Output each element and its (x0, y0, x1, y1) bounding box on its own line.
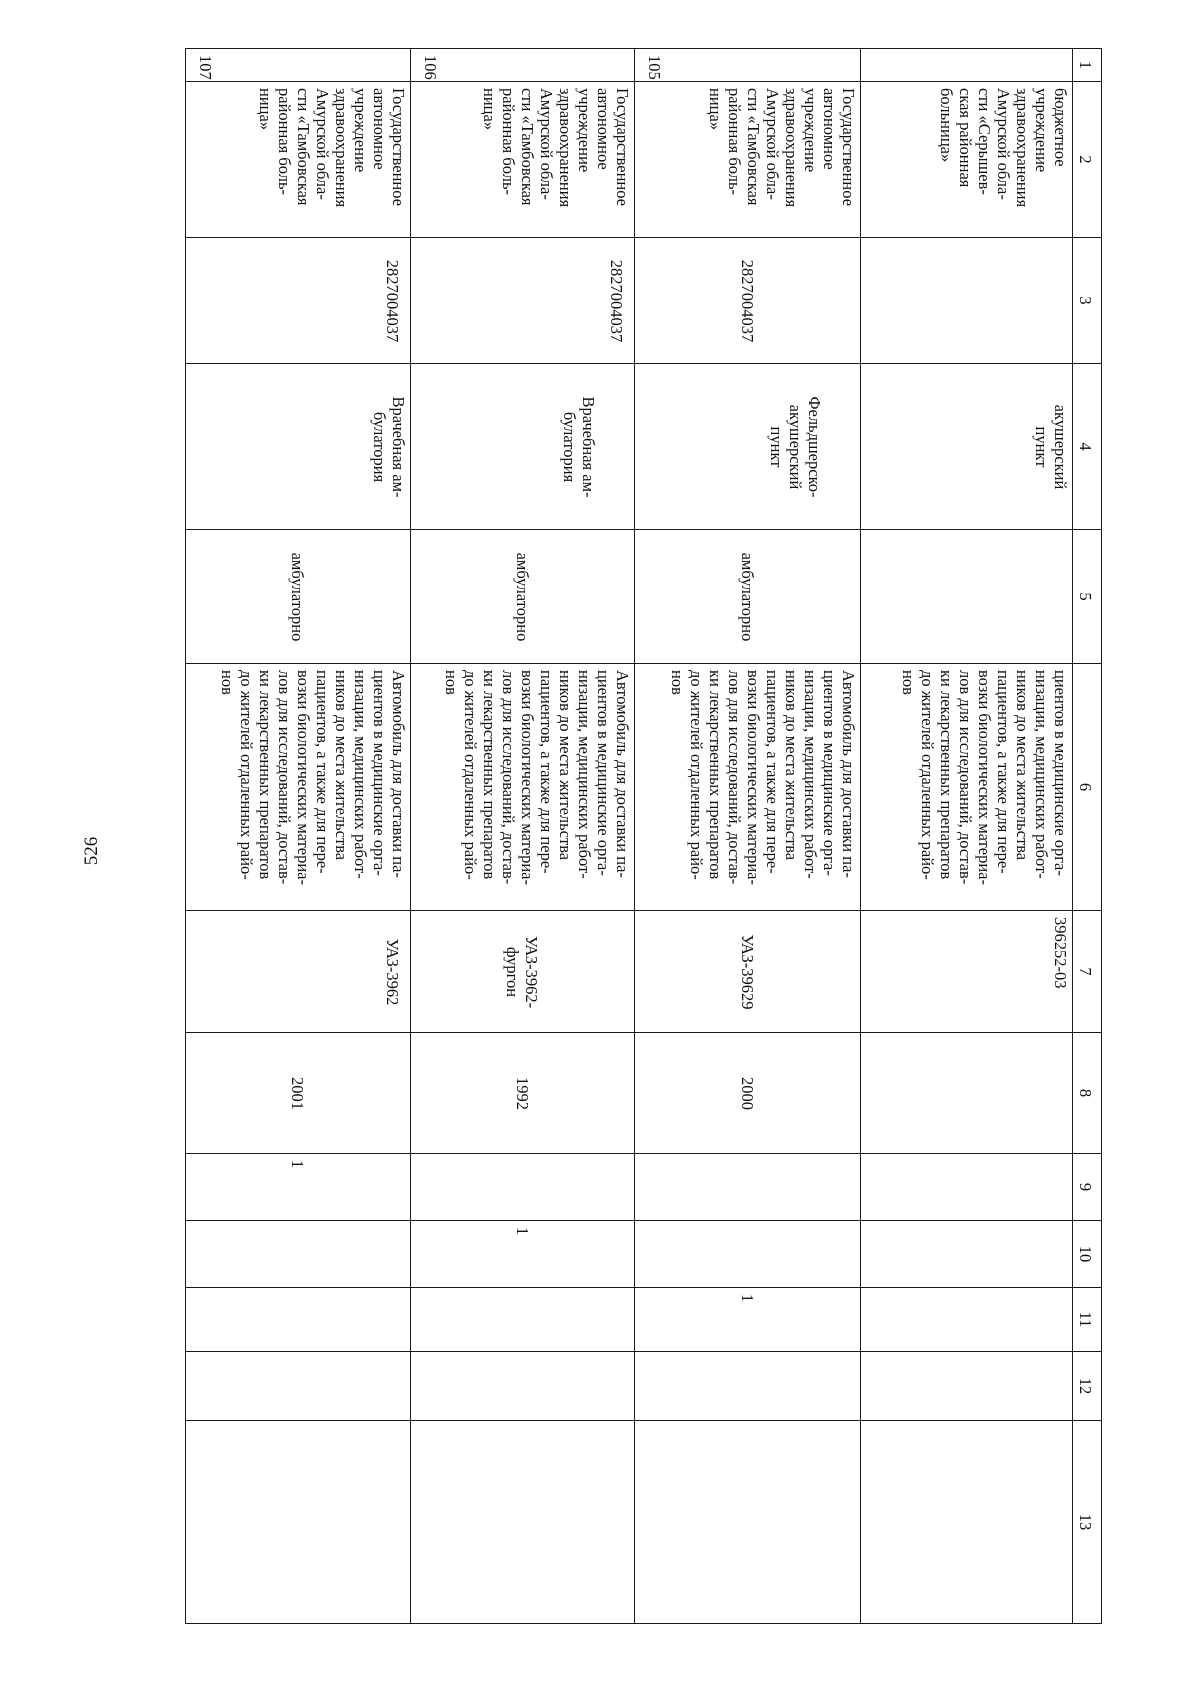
col12-cell (186, 1352, 411, 1421)
row-number: 105 (635, 49, 861, 82)
col-header-5: 5 (1073, 530, 1102, 664)
page-number: 526 (81, 836, 102, 866)
col-header-11: 11 (1073, 1288, 1102, 1352)
service-form-cell: амбулаторно (411, 530, 635, 664)
inn-cell (861, 238, 1073, 364)
col-header-1: 1 (1073, 49, 1102, 82)
col-header-3: 3 (1073, 238, 1102, 364)
table-row (861, 49, 1073, 1624)
service-form-cell: амбулаторно (635, 530, 861, 664)
column-numbers-row (1073, 49, 1102, 1624)
col-header-6: 6 (1073, 664, 1102, 911)
vehicle-model-cell: УАЗ-39629 (635, 911, 861, 1033)
service-form-cell (861, 530, 1073, 664)
col-header-10: 10 (1073, 1221, 1102, 1288)
row-number: 107 (186, 49, 411, 82)
row-number: 106 (411, 49, 635, 82)
col12-cell (411, 1352, 635, 1421)
col13-cell (186, 1421, 411, 1624)
col-header-2: 2 (1073, 82, 1102, 238)
rotated-table-container (186, 48, 1102, 1623)
inn-cell: 2827004037 (635, 238, 861, 364)
vehicle-model-cell: 396252-03 (861, 911, 1073, 1033)
year-cell: 2001 (186, 1033, 411, 1154)
col12-cell (861, 1352, 1073, 1421)
col9-cell (861, 1154, 1073, 1221)
col13-cell (411, 1421, 635, 1624)
point-type-cell: акушерский пункт (861, 364, 1073, 530)
table-row (411, 49, 635, 1624)
col10-cell: 1 (411, 1221, 635, 1288)
vehicles-table (185, 48, 1102, 1624)
col-header-12: 12 (1073, 1352, 1102, 1421)
organization-cell: бюджетное учреждение здравоохранения Амурской обла- сти «Серышев- ская районная больница» (861, 82, 1073, 238)
col-header-7: 7 (1073, 911, 1102, 1033)
col11-cell (861, 1288, 1073, 1352)
point-type-cell: Врачебная ам- булатория (411, 364, 635, 530)
row-number (861, 49, 1073, 82)
col9-cell (635, 1154, 861, 1221)
table-row (635, 49, 861, 1624)
col9-cell: 1 (186, 1154, 411, 1221)
organization-cell: Государственное автономное учреждение здравоохранения Амурской обла- сти «Тамбовская районная боль- ница» (635, 82, 861, 238)
inn-cell: 2827004037 (186, 238, 411, 364)
purpose-cell: циентов в медицинские орга- низации, медицинских работ- ников до места жительства пациентов, а также для пере- возки биологических материа- лов для исследований, достав- ки лекарственных препаратов до жителей отдаленных райо- нов (861, 664, 1073, 911)
organization-cell: Государственное автономное учреждение здравоохранения Амурской обла- сти «Тамбовская районная боль- ница» (411, 82, 635, 238)
col13-cell (635, 1421, 861, 1624)
col-header-9: 9 (1073, 1154, 1102, 1221)
col12-cell (635, 1352, 861, 1421)
col-header-13: 13 (1073, 1421, 1102, 1624)
col11-cell: 1 (635, 1288, 861, 1352)
point-type-cell: Фельдшерско- акушерский пункт (635, 364, 861, 530)
year-cell: 1992 (411, 1033, 635, 1154)
col11-cell (411, 1288, 635, 1352)
year-cell (861, 1033, 1073, 1154)
organization-cell: Государственное автономное учреждение здравоохранения Амурской обла- сти «Тамбовская районная боль- ница» (186, 82, 411, 238)
col-header-8: 8 (1073, 1033, 1102, 1154)
vehicle-model-cell: УАЗ-3962- фургон (411, 911, 635, 1033)
col10-cell (861, 1221, 1073, 1288)
vehicle-model-cell: УАЗ-3962 (186, 911, 411, 1033)
col9-cell (411, 1154, 635, 1221)
col-header-4: 4 (1073, 364, 1102, 530)
col11-cell (186, 1288, 411, 1352)
point-type-cell: Врачебная ам- булатория (186, 364, 411, 530)
service-form-cell: амбулаторно (186, 530, 411, 664)
inn-cell: 2827004037 (411, 238, 635, 364)
year-cell: 2000 (635, 1033, 861, 1154)
purpose-cell: Автомобиль для доставки па- циентов в медицинские орга- низации, медицинских работ- ников до места жительства пациентов, а также для пере- возки биологических материа- лов для исследований, достав- ки лекарственных препаратов до жителей отдаленных райо- нов (411, 664, 635, 911)
col10-cell (186, 1221, 411, 1288)
col13-cell (861, 1421, 1073, 1624)
purpose-cell: Автомобиль для доставки па- циентов в медицинские орга- низации, медицинских работ- ников до места жительства пациентов, а также для пере- возки биологических материа- лов для исследований, достав- ки лекарственных препаратов до жителей отдаленных райо- нов (186, 664, 411, 911)
purpose-cell: Автомобиль для доставки па- циентов в медицинские орга- низации, медицинских работ- ников до места жительства пациентов, а также для пере- возки биологических материа- лов для исследований, достав- ки лекарственных препаратов до жителей отдаленных райо- нов (635, 664, 861, 911)
table-row (186, 49, 411, 1624)
col10-cell (635, 1221, 861, 1288)
